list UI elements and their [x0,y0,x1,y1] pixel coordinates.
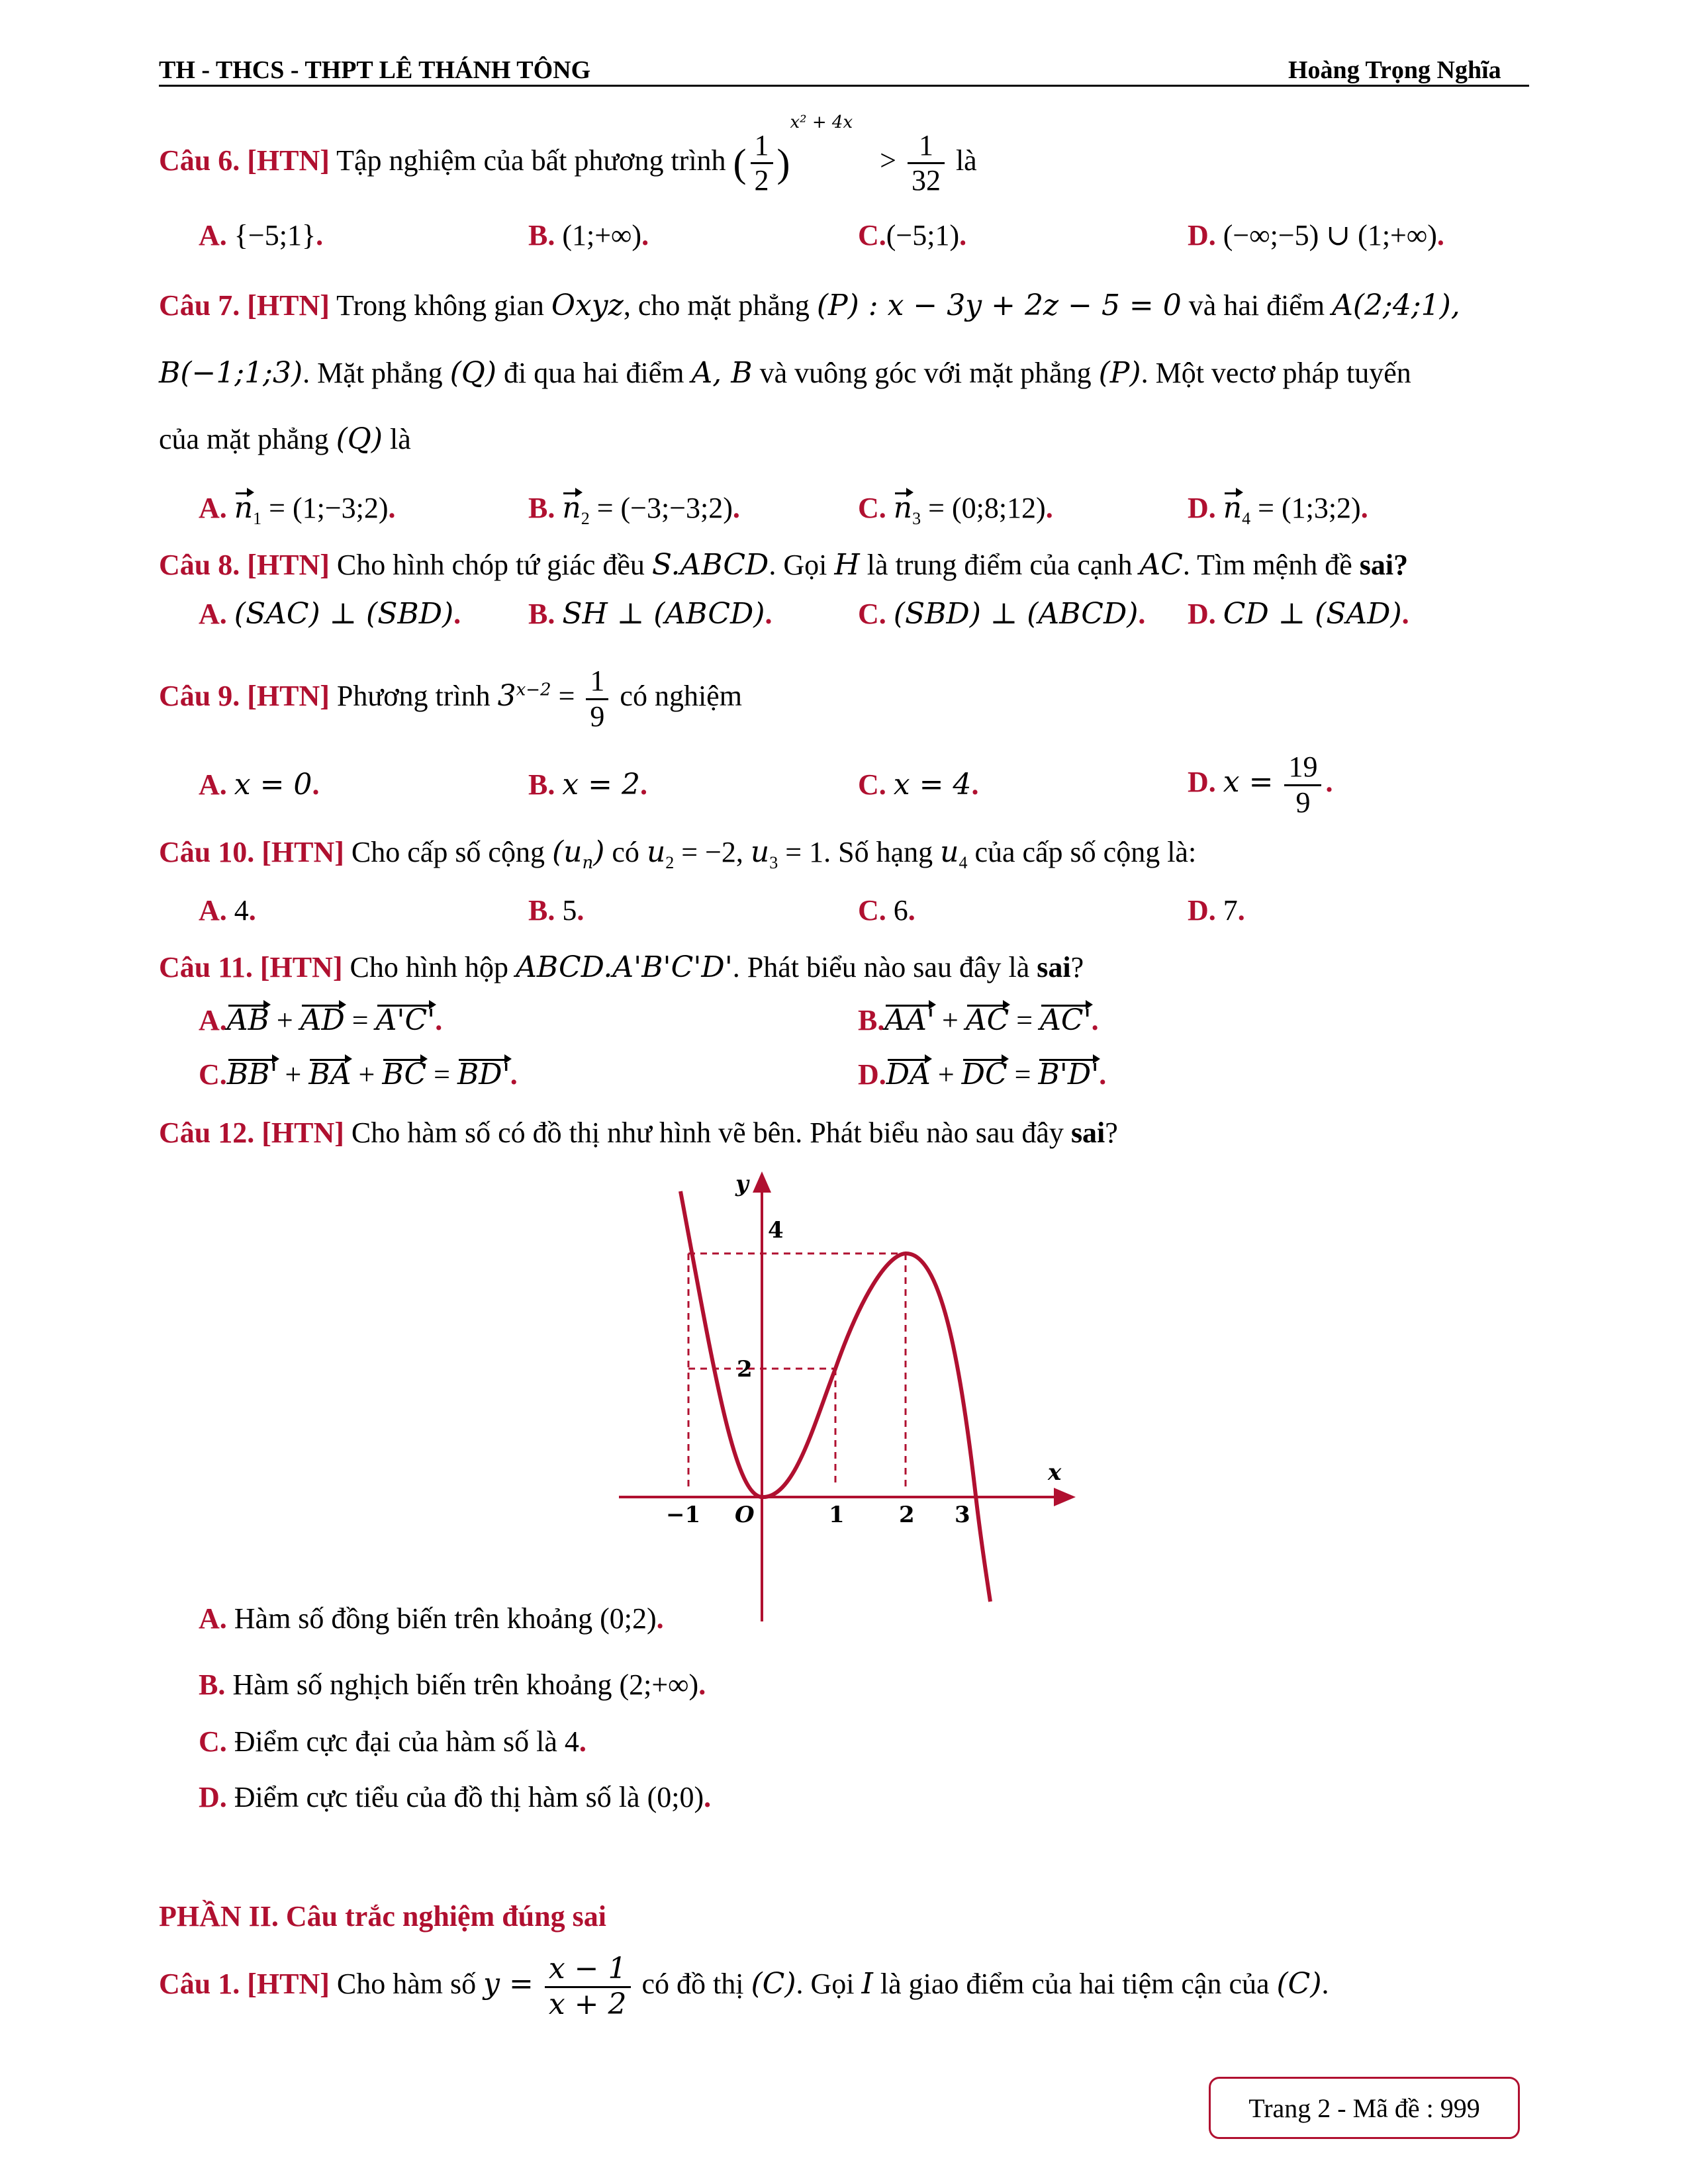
q7-line-3: của mặt phẳng (Q) là [159,422,411,456]
x-axis-label: x [1048,1459,1062,1486]
question-8: Câu 8. [HTN] Cho hình chóp tứ giác đều S.ABCD. Gọi H là trung điểm của cạnh AC. Tìm mệnh đề sai? [159,548,1409,582]
q10-option-b[interactable]: B. 5. [528,894,585,927]
q9-option-d[interactable]: D. x = $\frac{19}{9}$ . [1188,751,1333,819]
question-6: Câu 6. [HTN] Tập nghiệm của bất phương trình ( $\frac{1}{2}$ )$^{x^2 + 4x}$ > $\frac{1}{32}$ là [159,113,977,197]
q12-option-c[interactable]: C. Điểm cực đại của hàm số là 4. [199,1725,586,1758]
origin-label: O [735,1502,755,1528]
page-number-box [1209,2077,1520,2139]
q6-rhs: $\frac{1}{32}$ [908,129,945,198]
q7-option-a[interactable]: A. $n_1$ = (1;−3;2). [199,491,396,528]
q11-option-c[interactable]: C.BB' + BA + BC = BD'. [199,1058,518,1091]
q7-option-b[interactable]: B. $n_2$ = (−3;−3;2). [528,491,740,528]
q10-option-d[interactable]: D. 7. [1188,894,1245,927]
q9-option-b[interactable]: B. x = 2. [528,768,648,801]
x-tick-2: 2 [899,1502,915,1528]
question-9: Câu 9. [HTN] Phương trình $3^{x-2}$ = $\frac{1}{9}$ có nghiệm [159,664,742,733]
q10-option-a[interactable]: A. 4. [199,894,256,927]
part-2-title: PHẦN II. Câu trắc nghiệm đúng sai [159,1900,606,1933]
part2-question-1: Câu 1. [HTN] Cho hàm số y = $\frac{x - 1}{x + 2}$ có đồ thị (C). Gọi I là giao điểm của hai tiệm cận của (C). [159,1952,1329,2021]
q6-label: Câu 6. [HTN] [159,144,330,177]
y-axis-label: y [735,1171,749,1197]
q7-option-d[interactable]: D. $n_4$ = (1;3;2). [1188,491,1368,528]
q10-option-c[interactable]: C. 6. [858,894,915,927]
q8-option-b[interactable]: B. SH ⊥ (ABCD). [528,597,773,631]
q6-exponent: x² + 4x [790,113,853,132]
y-axis-arrow [753,1171,771,1193]
q7-line-2: B(−1;1;3). Mặt phẳng (Q) đi qua hai điểm A, B và vuông góc với mặt phẳng (P). Một vectơ pháp tuyến [159,356,1411,390]
q12-option-a[interactable]: A. Hàm số đồng biến trên khoảng (0;2). [199,1602,664,1635]
question-7: Câu 7. [HTN] Trong không gian Oxyz, cho mặt phẳng (P) : x − 3y + 2z − 5 = 0 và hai điểm A(2;4;1), [159,289,1460,322]
q9-option-c[interactable]: C. x = 4. [858,768,979,801]
q12-option-b[interactable]: B. Hàm số nghịch biến trên khoảng (2;+∞). [199,1668,706,1701]
q9-option-a[interactable]: A. x = 0. [199,768,320,801]
q8-option-a[interactable]: A. (SAC) ⊥ (SBD). [199,597,461,631]
q6-text: Tập nghiệm của bất phương trình [336,144,726,177]
q11-option-a[interactable]: A.AB + AD = A'C'. [199,1003,443,1037]
author-name: Hoàng Trọng Nghĩa [1288,56,1501,84]
y-tick-4: 4 [768,1217,784,1244]
q6-option-b[interactable]: B. (1;+∞). [528,219,649,251]
q6-option-c[interactable]: C.(−5;1). [858,219,967,251]
q6-option-a[interactable]: A. {−5;1}. [199,219,324,251]
x-tick-3: 3 [955,1502,970,1528]
q7-option-c[interactable]: C. $n_3$ = (0;8;12). [858,491,1053,528]
x-tick-1: 1 [829,1502,845,1528]
y-tick-2: 2 [737,1356,753,1383]
q11-option-d[interactable]: D.DA + DC = B'D'. [858,1058,1107,1091]
school-name: TH - THCS - THPT LÊ THÁNH TÔNG [159,56,591,84]
question-12: Câu 12. [HTN] Cho hàm số có đồ thị như hình vẽ bên. Phát biểu nào sau đây sai? [159,1116,1118,1149]
x-tick-neg1: −1 [666,1502,701,1528]
q12-option-d[interactable]: D. Điểm cực tiểu của đồ thị hàm số là (0;0). [199,1781,712,1813]
x-axis-arrow [1054,1488,1076,1506]
question-11: Câu 11. [HTN] Cho hình hộp ABCD.A'B'C'D'. Phát biểu nào sau đây là sai? [159,950,1084,984]
q8-option-c[interactable]: C. (SBD) ⊥ (ABCD). [858,597,1146,631]
q8-option-d[interactable]: D. CD ⊥ (SAD). [1188,597,1409,631]
page-number: Trang 2 - Mã đề : 999 [1248,2093,1480,2123]
q11-option-b[interactable]: B.AA' + AC = AC'. [858,1003,1099,1037]
question-10: Câu 10. [HTN] Cho cấp số cộng $(u_n)$ có $u_2 = -2$, $u_3 = 1$. Số hạng $u_4$ của cấp số cộng là: [159,835,1197,873]
q6-base: $\frac{1}{2}$ [751,129,773,198]
q6-option-d[interactable]: D. (−∞;−5) ∪ (1;+∞). [1188,219,1444,251]
